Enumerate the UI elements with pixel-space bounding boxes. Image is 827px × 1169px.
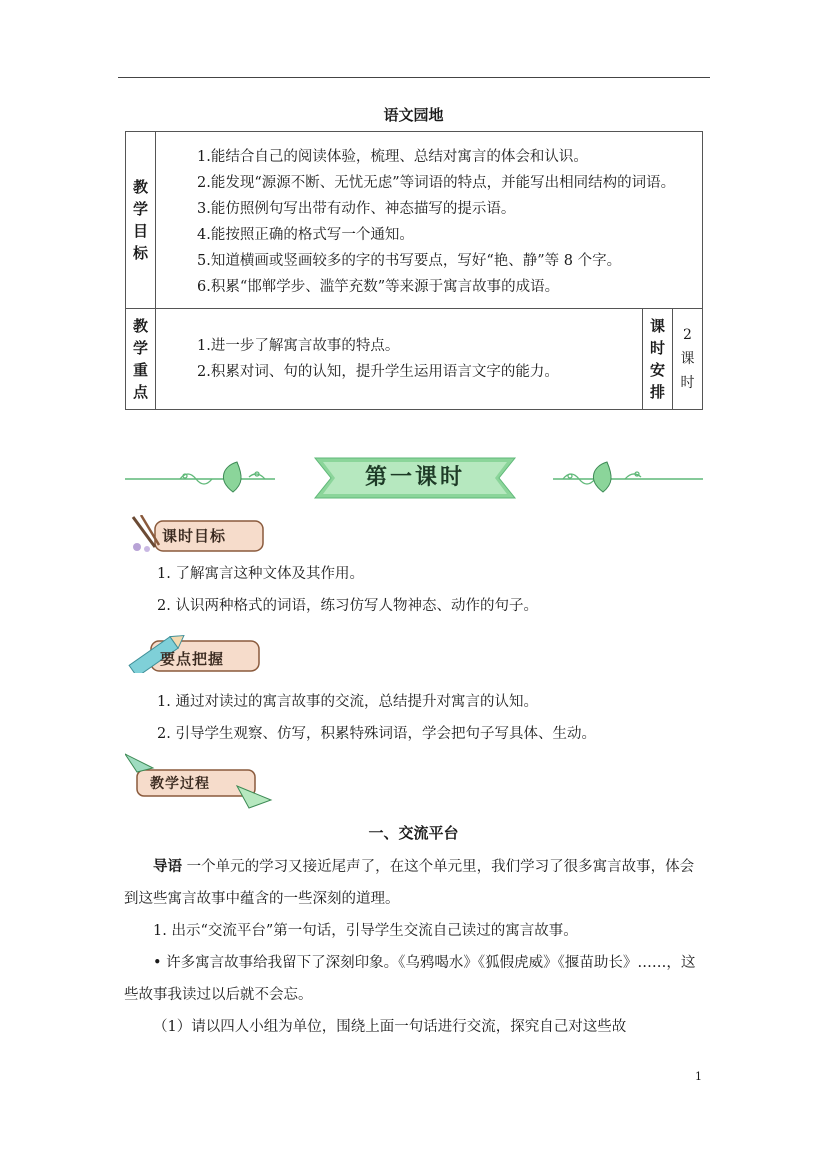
keys-row xyxy=(126,309,703,410)
page-number: 1 xyxy=(695,1070,702,1083)
sub-paragraph: （1）请以四人小组为单位，围绕上面一句话进行交流，探究自己对这些故 xyxy=(153,1019,627,1035)
schedule-value-char: 时 xyxy=(680,375,695,391)
schedule-head-char: 时 xyxy=(649,339,665,357)
goal-item: 6.积累“邯郸学步、滥竽充数”等来源于寓言故事的成语。 xyxy=(197,279,560,295)
leaf-icon xyxy=(223,462,241,492)
schedule-head-char: 排 xyxy=(649,383,665,401)
vine-ornament-left xyxy=(180,472,265,484)
lesson-table xyxy=(125,131,703,410)
schedule-value xyxy=(673,309,703,410)
schedule-value-char: 课 xyxy=(680,351,695,367)
objective-item: 1. 了解寓言这种文体及其作用。 xyxy=(157,566,364,582)
keys-head xyxy=(126,309,156,410)
intro-label: 导语 xyxy=(153,858,182,875)
goals-head-char: 学 xyxy=(132,200,148,218)
goal-item: 1.能结合自己的阅读体验，梳理、总结对寓言的体会和认识。 xyxy=(197,149,588,165)
goal-item: 5.知道横画或竖画较多的字的书写要点，写好“艳、静”等 8 个字。 xyxy=(197,253,622,269)
intro-paragraph xyxy=(124,851,704,915)
step-paragraph: 1. 出示“交流平台”第一句话，引导学生交流自己读过的寓言故事。 xyxy=(153,923,578,939)
header-rule xyxy=(118,77,710,78)
goals-head-char: 标 xyxy=(132,244,148,262)
process-badge: 教学过程 xyxy=(150,776,210,792)
goals-list xyxy=(156,132,703,309)
keys-head-char: 点 xyxy=(132,383,148,401)
keys-head-char: 教 xyxy=(132,317,148,335)
objective-item: 2. 认识两种格式的词语，练习仿写人物神态、动作的句子。 xyxy=(157,598,538,614)
goals-head-char: 目 xyxy=(132,222,148,240)
goal-item: 4.能按照正确的格式写一个通知。 xyxy=(197,227,414,243)
intro-text: 一个单元的学习又接近尾声了，在这个单元里，我们学习了很多寓言故事，体会到这些寓言故事中蕴含的一些深刻的道理。 xyxy=(124,859,695,907)
goal-item: 3.能仿照例句写出带有动作、神态描写的提示语。 xyxy=(197,201,516,217)
keys-list xyxy=(156,309,643,410)
goal-item: 2.能发现“源源不断、无忧无虑”等词语的特点，并能写出相同结构的词语。 xyxy=(197,175,676,191)
bullet-paragraph: • 许多寓言故事给我留下了深刻印象。《乌鸦喝水》《狐假虎威》《揠苗助长》……，这些故事我读过以后就不会忘。 xyxy=(124,955,696,1003)
page-title: 语文园地 xyxy=(383,106,444,124)
goals-head xyxy=(126,132,156,309)
keys-head-char: 学 xyxy=(132,339,148,357)
leaf-icon xyxy=(593,462,611,492)
section-heading: 一、交流平台 xyxy=(368,824,459,842)
key-points-badge: 要点把握 xyxy=(160,650,225,668)
schedule-value-char: 2 xyxy=(683,327,692,343)
goals-head-char: 教 xyxy=(132,178,148,196)
keys-head-char: 重 xyxy=(132,361,148,379)
schedule-head-char: 安 xyxy=(649,361,665,379)
key-point-item: 1. 通过对读过的寓言故事的交流，总结提升对寓言的认知。 xyxy=(157,694,538,710)
schedule-head-char: 课 xyxy=(649,317,665,335)
banner-label: 第一课时 xyxy=(364,465,465,490)
goals-row xyxy=(126,132,703,309)
schedule-head xyxy=(643,309,673,410)
objectives-badge: 课时目标 xyxy=(162,527,227,545)
key-item: 2.积累对词、句的认知，提升学生运用语言文字的能力。 xyxy=(197,364,559,380)
key-point-item: 2. 引导学生观察、仿写，积累特殊词语，学会把句子写具体、生动。 xyxy=(157,726,596,742)
key-item: 1.进一步了解寓言故事的特点。 xyxy=(197,338,400,354)
